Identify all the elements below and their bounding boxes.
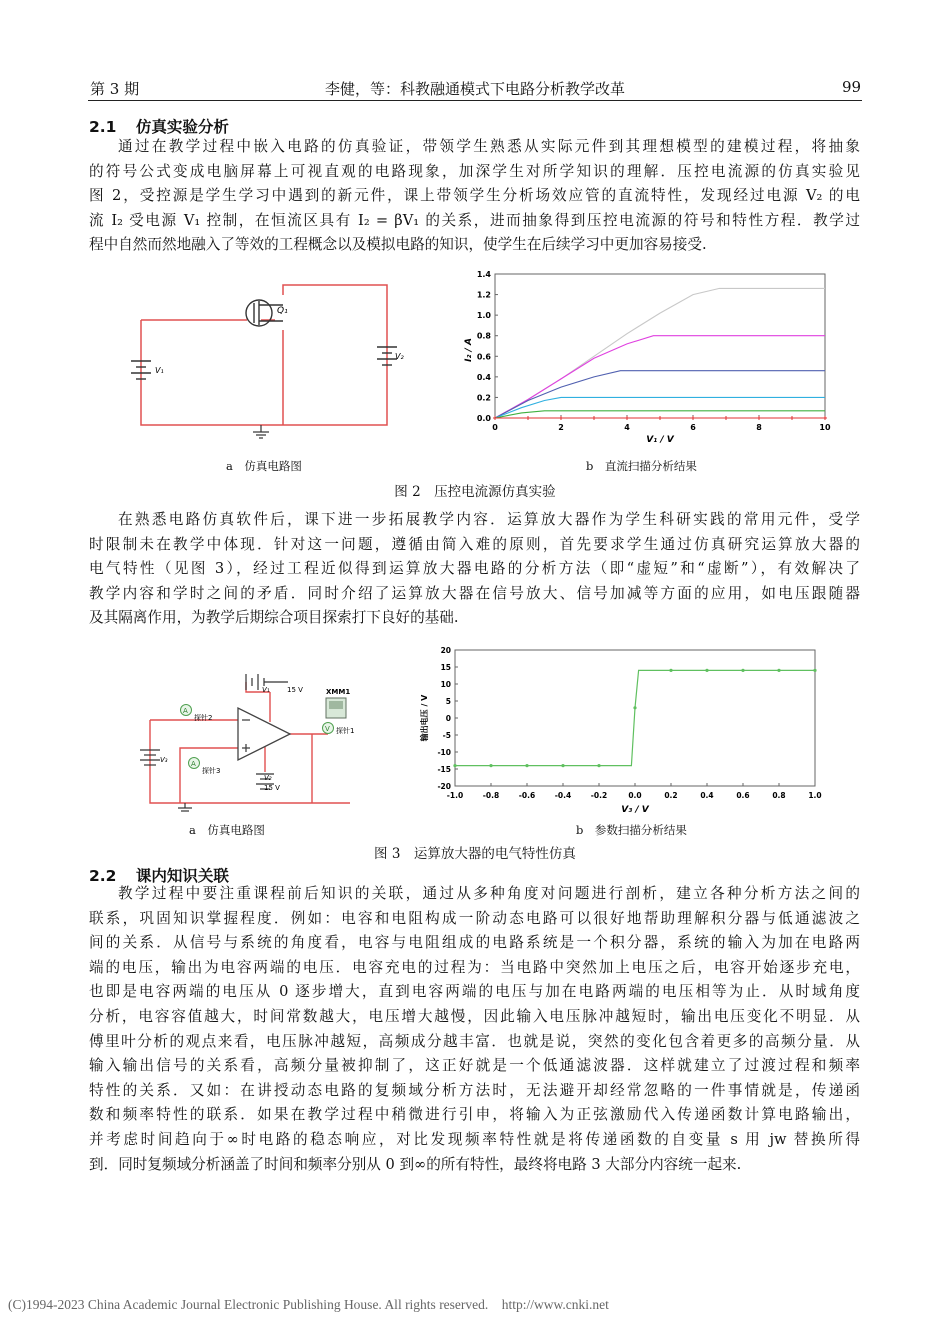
- data-point: [790, 416, 794, 420]
- x-tick-label: 2: [558, 423, 564, 432]
- data-point: [813, 669, 816, 672]
- y-tick-label: 20: [440, 646, 451, 655]
- text-line: 及其隔离作用，为教学后期综合项目探索打下良好的基础.: [89, 609, 459, 627]
- x-axis-label: V₁ / V: [646, 435, 674, 445]
- y-tick-label: 0.0: [476, 414, 491, 423]
- series-line-s4: [495, 397, 825, 418]
- x-tick-label: 10: [819, 423, 831, 432]
- text-line: 联系，巩固知识掌握程度．例如：电容和电阻构成一阶动态电路可以很好地帮助理解积分器与低通滤波之: [89, 909, 860, 927]
- data-point: [525, 764, 528, 767]
- multimeter-screen: [329, 701, 343, 709]
- q1-label: Q₁: [277, 306, 288, 316]
- text-line: 的符号公式变成电脑屏幕上可视直观的电路现象，加深学生对所学知识的理解．压控电流源的仿真实验见: [89, 162, 860, 180]
- issue-number: 第 3 期: [90, 80, 140, 98]
- text-line: 输入输出信号的关系看，高频分量被抑制了，这正好就是一个低通滤波器．这样就建立了过渡过程和频率: [89, 1057, 860, 1075]
- x-tick-label: -0.2: [590, 791, 608, 800]
- text-line: 教学内容和学时之间的矛盾．同时介绍了运算放大器在信号放大、信号加减等方面的应用，如电压跟随器: [89, 584, 860, 602]
- data-point: [705, 669, 708, 672]
- x-tick-label: 0.8: [772, 791, 786, 800]
- text-line: 电气特性（见图 3），经过工程近似得到运算放大器电路的分析方法（即“虚短”和“虚断”），有效解决了: [89, 560, 860, 578]
- section-title: 课内知识关联: [135, 867, 229, 885]
- text-line: 端的电压，输出为电容两端的电压．电容充电的过程为：当电路中突然加上电压之后，电容开始逐步充电，: [89, 958, 860, 976]
- figure3-chart: [415, 642, 825, 817]
- text-line: 通过在教学过程中嵌入电路的仿真验证，带领学生熟悉从实际元件到其理想模型的建模过程，将抽象: [118, 138, 860, 155]
- figure3-circuit: [130, 662, 365, 814]
- paragraph-mid: [89, 508, 860, 631]
- figure3-caption: 图 3 运算放大器的电气特性仿真: [374, 846, 576, 862]
- y-tick-label: 1.4: [476, 270, 491, 279]
- text-line: 分析，电容容值越大，时间常数越大，电压增大越慢，因此输入电压脉冲越短时，输出电压变化不明显．从: [89, 1007, 860, 1025]
- data-point: [526, 416, 530, 420]
- probe3-label: 探针3: [202, 767, 221, 775]
- figure2-chart: [455, 262, 840, 452]
- figure2-caption: 图 2 压控电流源仿真实验: [394, 484, 556, 500]
- text-line: 到．同时复频域分析涵盖了时间和频率分别从 0 到∞的所有特性，最终将电路 3 大部分内容统一起来.: [89, 1155, 742, 1173]
- section-number: 2.1: [89, 118, 117, 136]
- data-point: [592, 416, 596, 420]
- text-line: 间的关系．从信号与系统的角度看，电容与电阻组成的电路系统是一个积分器，系统的输入为加在电路两: [89, 934, 860, 952]
- series-line-s1: [495, 288, 825, 418]
- data-point: [691, 416, 695, 420]
- probe2-label: 探针2: [194, 714, 213, 722]
- data-point: [658, 416, 662, 420]
- v1-label: V₁: [262, 686, 270, 694]
- x-tick-label: 1.0: [808, 791, 822, 800]
- probe1-meter-letter: V: [325, 725, 330, 733]
- probe3-meter-letter: A: [191, 760, 196, 768]
- section-title: 仿真实验分析: [135, 118, 229, 136]
- x-tick-label: 0.4: [700, 791, 714, 800]
- x-tick-label: 0.2: [664, 791, 678, 800]
- y-tick-label: -15: [437, 765, 451, 774]
- data-point: [724, 416, 728, 420]
- x-tick-label: 8: [756, 423, 762, 432]
- figure2-circuit: [125, 275, 415, 445]
- data-point: [633, 706, 636, 709]
- figure2a-subcaption: a 仿真电路图: [226, 459, 302, 473]
- y-axis-label: 输出电压 / V: [420, 694, 429, 742]
- x-tick-label: 0: [492, 423, 498, 432]
- ground-symbol: [178, 803, 192, 811]
- y-tick-label: -10: [437, 748, 451, 757]
- y-tick-label: 1.2: [476, 290, 491, 300]
- y-tick-label: 0.4: [476, 372, 491, 382]
- y-tick-label: -20: [437, 782, 451, 791]
- text-line: 教学过程中要注重课程前后知识的关联，通过从多种角度对问题进行剖析，建立各种分析方法之间的: [118, 885, 860, 902]
- section-number: 2.2: [89, 867, 117, 885]
- y-tick-label: -5: [442, 731, 451, 740]
- paragraph-2-1: [89, 135, 860, 258]
- x-tick-label: -1.0: [446, 791, 464, 800]
- data-point: [489, 764, 492, 767]
- copyright-footer: (C)1994-2023 China Academic Journal Electronic Publishing House. All rights reserved. http://www.cnki.net: [8, 1297, 609, 1312]
- data-point: [669, 669, 672, 672]
- probe2-meter-letter: A: [183, 707, 188, 715]
- data-point: [559, 416, 563, 420]
- figure3b-subcaption: b 参数扫描分析结果: [576, 823, 687, 837]
- text-line: 傅里叶分析的观点来看，电压脉冲越短，高频成分越丰富．也就是说，突然的变化包含着更多的高频分量．从: [89, 1032, 860, 1050]
- text-line: 时限制未在教学中体现．针对这一问题，遵循由简入难的原则，首先要求学生通过仿真研究运算放大器的: [89, 535, 860, 553]
- data-point: [453, 764, 456, 767]
- opamp-symbol: [238, 708, 290, 760]
- y-tick-label: 5: [445, 697, 451, 706]
- header-rule: [88, 100, 862, 101]
- x-axis-label: V₃ / V: [621, 805, 649, 815]
- v1-value: 15 V: [287, 686, 303, 694]
- data-point: [625, 416, 629, 420]
- v2-label: V₂: [264, 774, 272, 782]
- text-line: 数和频率特性的联系．如果在教学过程中稍微进行引申，将输入为正弦激励代入传递函数计算电路输出，: [89, 1106, 860, 1124]
- text-line: 图 2，受控源是学生学习中遇到的新元件，课上带领学生分析场效应管的直流特性，发现经过电源 V₂ 的电: [89, 187, 860, 205]
- data-point: [597, 764, 600, 767]
- y-tick-label: 0: [445, 714, 451, 723]
- x-tick-label: 0.0: [628, 791, 642, 800]
- v3-label: V₃: [160, 756, 168, 764]
- y-axis-label: I₂ / A: [464, 338, 474, 362]
- text-line: 也即是电容两端的电压从 0 逐步增大，直到电容两端的电压与加在电路两端的电压相等为止．从时域角度: [89, 983, 860, 1001]
- data-point: [741, 669, 744, 672]
- paragraph-2-2: [89, 882, 860, 1177]
- page-number: 99: [842, 78, 862, 96]
- v2-value: 15 V: [264, 784, 280, 792]
- text-line: 程中自然而然地融入了等效的工程概念以及模拟电路的知识，使学生在后续学习中更加容易接受.: [89, 236, 707, 254]
- data-point: [823, 416, 827, 420]
- x-tick-label: 0.6: [736, 791, 750, 800]
- series-line-Vout: [455, 670, 815, 765]
- v2-label: V₂: [395, 352, 404, 361]
- text-line: 并考虑时间趋向于∞时电路的稳态响应，对比发现频率特性就是将传递函数的自变量 s 用 jw 替换所得: [89, 1130, 860, 1148]
- x-tick-label: 6: [690, 423, 696, 432]
- x-tick-label: 4: [624, 423, 630, 432]
- plot-frame: [495, 274, 825, 418]
- x-tick-label: -0.6: [518, 791, 536, 800]
- x-tick-label: -0.4: [554, 791, 572, 800]
- x-tick-label: -0.8: [482, 791, 500, 800]
- data-point: [757, 416, 761, 420]
- text-line: 流 I₂ 受电源 V₁ 控制，在恒流区具有 I₂ = βV₁ 的关系，进而抽象得到压控电流源的符号和特性方程．教学过: [89, 211, 860, 229]
- xmm1-label: XMM1: [326, 688, 351, 696]
- figure2b-subcaption: b 直流扫描分析结果: [586, 459, 697, 473]
- circuit-wires: [141, 285, 387, 425]
- probe1-label: 探针1: [336, 727, 355, 735]
- y-tick-label: 0.2: [476, 393, 491, 403]
- figure3a-subcaption: a 仿真电路图: [189, 823, 265, 837]
- series-line-s2: [495, 336, 825, 418]
- ground-symbol: [253, 425, 269, 438]
- y-tick-label: 0.8: [476, 331, 491, 341]
- y-tick-label: 10: [440, 680, 451, 689]
- y-tick-label: 15: [440, 663, 451, 672]
- text-line: 在熟悉电路仿真软件后，课下进一步拓展教学内容．运算放大器作为学生科研实践的常用元件，受学: [118, 511, 860, 528]
- y-tick-label: 1.0: [476, 311, 491, 321]
- v1-label: V₁: [155, 366, 164, 375]
- text-line: 特性的关系．又如：在讲授动态电路的复频域分析方法时，无法避开却经常忽略的一件事情就是，传递函: [89, 1081, 860, 1099]
- running-title: 李健，等：科教融通模式下电路分析教学改革: [324, 80, 625, 98]
- section-heading-2-1: [89, 115, 229, 137]
- data-point: [777, 669, 780, 672]
- y-tick-label: 0.6: [476, 352, 491, 362]
- data-point: [561, 764, 564, 767]
